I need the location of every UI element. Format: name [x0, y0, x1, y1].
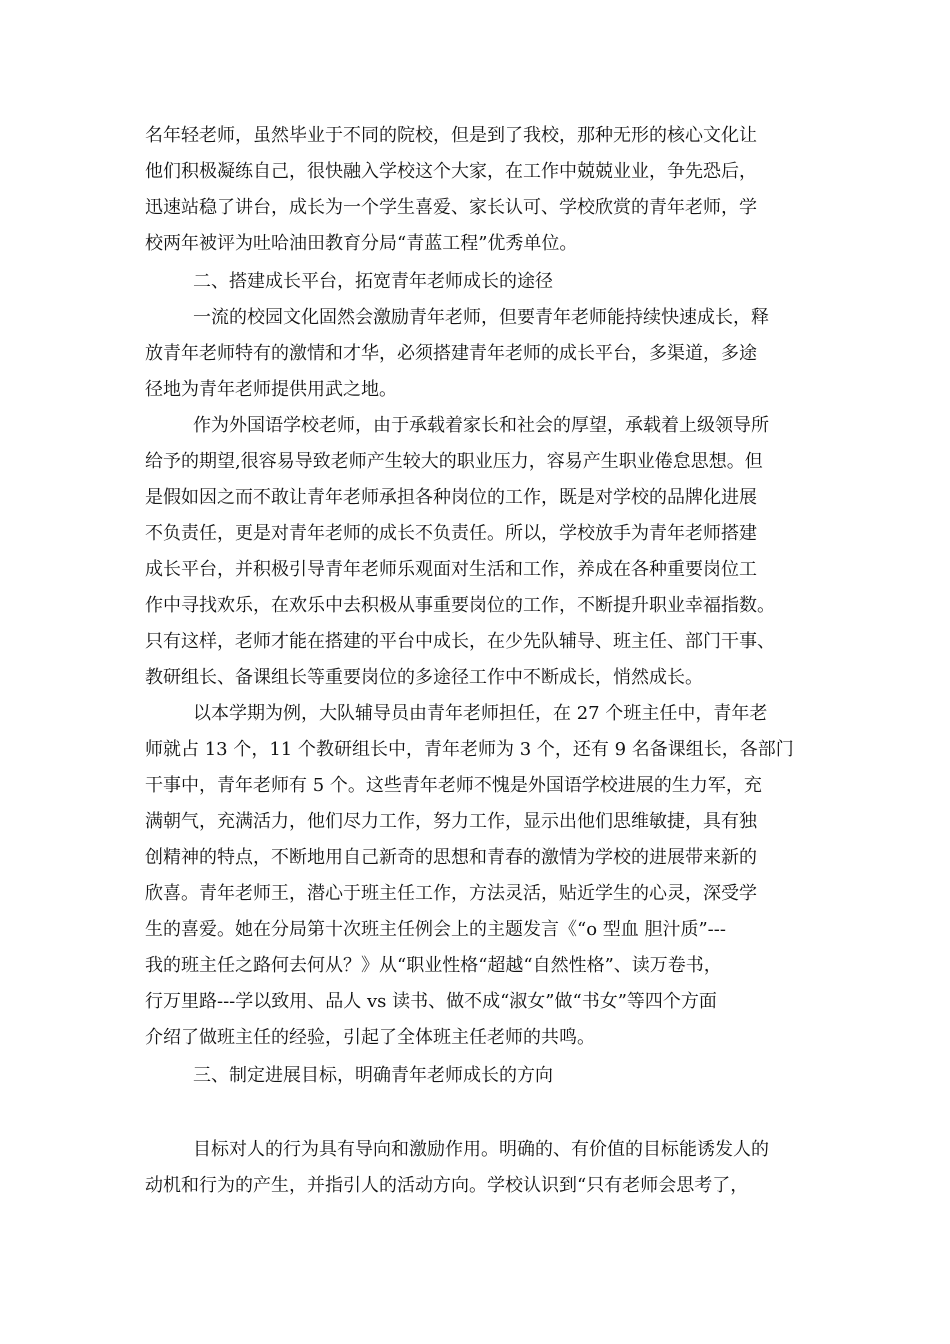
text-line: 满朝气，充满活力，他们尽力工作，努力工作，显示出他们思维敏捷，具有独	[145, 811, 757, 832]
text-line: 径地为青年老师提供用武之地。	[145, 379, 397, 400]
document-page	[145, 118, 805, 1204]
text-line: 目标对人的行为具有导向和激励作用。明确的、有价值的目标能诱发人的	[193, 1139, 769, 1160]
text-line: 放青年老师特有的激情和才华，必须搭建青年老师的成长平台，多渠道，多途	[145, 343, 757, 364]
text-line: 动机和行为的产生，并指引人的活动方向。学校认识到“只有老师会思考了，	[145, 1175, 749, 1196]
text-line: 作为外国语学校老师，由于承载着家长和社会的厚望，承载着上级领导所	[193, 415, 769, 436]
text-line: 教研组长、备课组长等重要岗位的多途径工作中不断成长，悄然成长。	[145, 667, 703, 688]
section-heading-2: 二、搭建成长平台，拓宽青年老师成长的途径	[193, 271, 553, 292]
text-line: 创精神的特点，不断地用自己新奇的思想和青春的激情为学校的进展带来新的	[145, 847, 757, 868]
text-line: 我的班主任之路何去何从？》从“职业性格“超越“自然性格”、读万卷书，	[145, 955, 722, 976]
paragraph-5	[145, 1132, 805, 1204]
section-heading-3: 三、制定进展目标，明确青年老师成长的方向	[193, 1065, 553, 1086]
text-line: 干事中，青年老师有 5 个。这些青年老师不愧是外国语学校进展的生力军，充	[145, 775, 762, 796]
paragraph-4	[145, 696, 805, 1056]
text-line: 师就占 13 个，11 个教研组长中，青年老师为 3 个，还有 9 名备课组长，各部门	[145, 739, 794, 760]
text-line: 只有这样，老师才能在搭建的平台中成长，在少先队辅导、班主任、部门干事、	[145, 631, 775, 652]
text-line: 生的喜爱。她在分局第十次班主任例会上的主题发言《“o 型血 胆汁质”---	[145, 919, 726, 940]
paragraph-3	[145, 408, 805, 696]
text-line: 不负责任，更是对青年老师的成长不负责任。所以，学校放手为青年老师搭建	[145, 523, 757, 544]
text-line: 校两年被评为吐哈油田教育分局“青蓝工程”优秀单位。	[145, 233, 578, 254]
text-line: 他们积极凝练自己，很快融入学校这个大家，在工作中兢兢业业，争先恐后，	[145, 161, 757, 182]
text-line: 是假如因之而不敢让青年老师承担各种岗位的工作，既是对学校的品牌化进展	[145, 487, 757, 508]
text-line: 给予的期望,很容易导致老师产生较大的职业压力，容易产生职业倦怠思想。但	[145, 451, 763, 472]
text-line: 介绍了做班主任的经验，引起了全体班主任老师的共鸣。	[145, 1027, 595, 1048]
text-line: 名年轻老师，虽然毕业于不同的院校，但是到了我校，那种无形的核心文化让	[145, 125, 757, 146]
text-line: 成长平台，并积极引导青年老师乐观面对生活和工作，养成在各种重要岗位工	[145, 559, 757, 580]
text-line: 行万里路---学以致用、品人 vs 读书、做不成“淑女”做“书女”等四个方面	[145, 991, 717, 1012]
paragraph-1	[145, 118, 805, 262]
text-line: 迅速站稳了讲台，成长为一个学生喜爱、家长认可、学校欣赏的青年老师，学	[145, 197, 757, 218]
text-line: 作中寻找欢乐，在欢乐中去积极从事重要岗位的工作，不断提升职业幸福指数。	[145, 595, 775, 616]
text-line: 以本学期为例，大队辅导员由青年老师担任，在 27 个班主任中，青年老	[193, 703, 768, 724]
text-line: 一流的校园文化固然会激励青年老师，但要青年老师能持续快速成长，释	[193, 307, 769, 328]
paragraph-2	[145, 300, 805, 408]
blank-spacer	[145, 1094, 805, 1132]
text-line: 欣喜。青年老师王，潜心于班主任工作，方法灵活，贴近学生的心灵，深受学	[145, 883, 757, 904]
